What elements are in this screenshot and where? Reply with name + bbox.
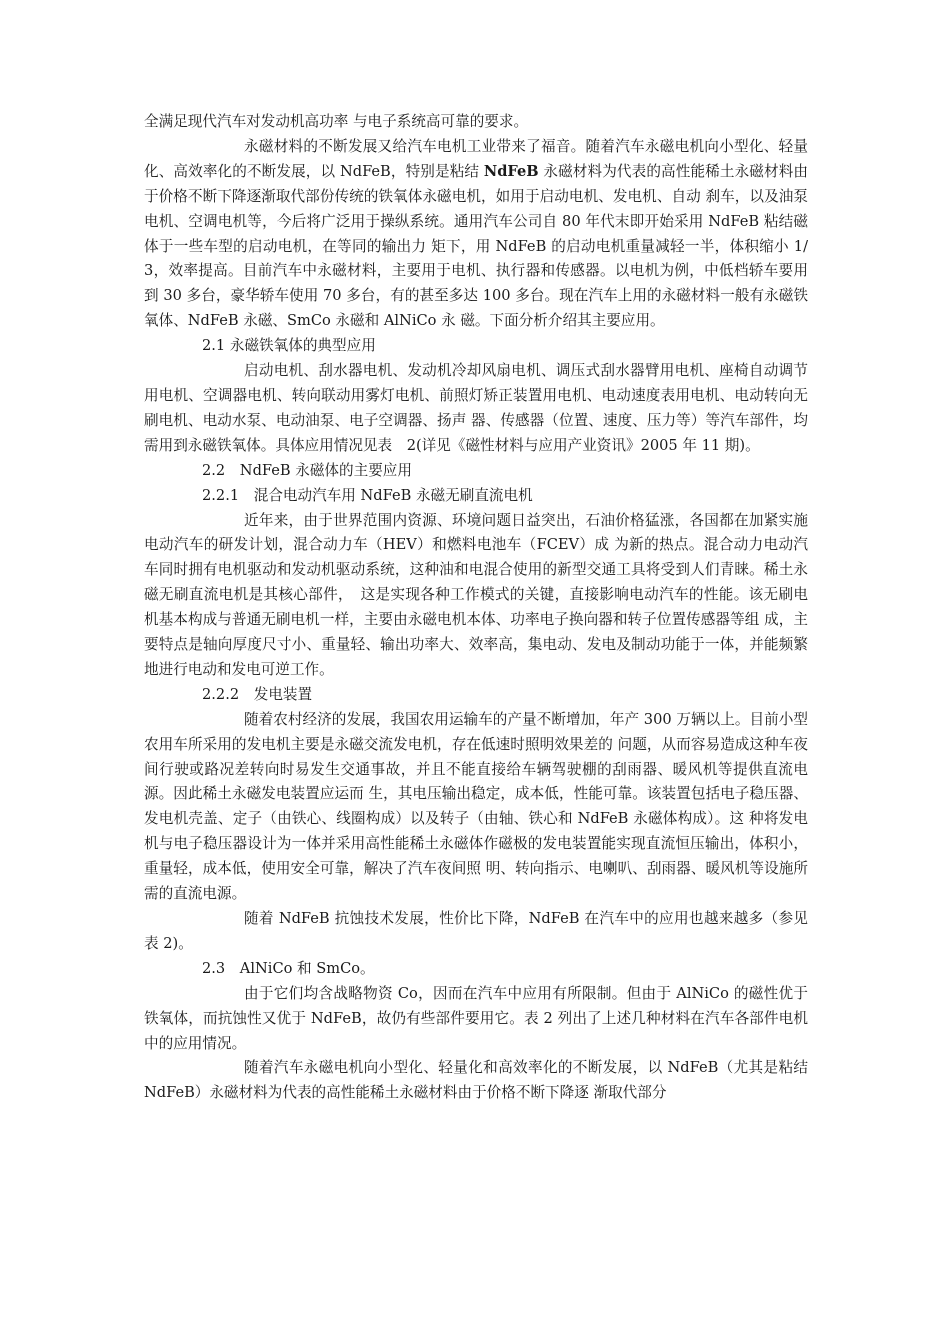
paragraph-permanent-magnet-development: [144, 135, 808, 334]
paragraph-ferrite-applications: 启动电机、刮水器电机、发动机冷却风扇电机、调压式刮水器臂用电机、座椅自动调节用电机、空调器电机、转向联动用雾灯电机、前照灯矫正装置用电机、电动速度表用电机、电动转向无刷电机、电动水泵、电动油泵、电子空调器、扬声 器、传感器（位置、速度、压力等）等汽车部件，均需用到永磁铁氧体。具体应用情况见表 2(详见《磁性材料与应用产业资讯》2005 年 11 期)。: [144, 362, 808, 454]
paragraph-text-part: 永磁材料为代表的高性能稀土永磁材料由于价格不断下降逐渐取代部份传统的铁氧体永磁电机，如用于启动电机、发电机、自动 刹车，以及油泵电机、空调电机等，今后将广泛用于操纵系统。通用汽车公司自 80 年代末即开始采用 NdFeB 粘结磁体于一些车型的启动电机，在等同的输出力 矩下，用 NdFeB 的启动电机重量减轻一半，体积缩小 1/3，效率提高。目前汽车中永磁材料，主要用于电机、执行器和传感器。以电机为例，中低档轿车要用 到 30 多台，豪华轿车使用 70 多台，有的甚至多达 100 多台。现在汽车上用的永磁材料一般有永磁铁氧体、NdFeB 永磁、SmCo 永磁和 AlNiCo 永 磁。下面分析介绍其主要应用。: [144, 162, 808, 330]
section-heading-2-2-1: 2.2.1 混合电动汽车用 NdFeB 永磁无刷直流电机: [202, 486, 533, 504]
section-heading-2-2-2: 2.2.2 发电装置: [202, 685, 313, 703]
document-body: [144, 110, 808, 1106]
section-heading-2-3: 2.3 AlNiCo 和 SmCo。: [202, 959, 375, 977]
section-heading-2-2: 2.2 NdFeB 永磁体的主要应用: [202, 461, 412, 479]
paragraph-continuation: 全满足现代汽车对发动机高功率 与电子系统高可靠的要求。: [144, 113, 529, 130]
paragraph-trend-summary: 随着汽车永磁电机向小型化、轻量化和高效率化的不断发展，以 NdFeB（尤其是粘结 NdFeB）永磁材料为代表的高性能稀土永磁材料由于价格不断下降逐 渐取代部分: [144, 1059, 808, 1102]
paragraph-text-part: 永磁材料的不断发展又给汽车电机工业带来了福音。随着汽车永磁电机向小型化、轻量化、高效率化的不断发展，以 NdFeB，特别是粘结: [144, 137, 808, 180]
section-heading-2-1: 2.1 永磁铁氧体的典型应用: [202, 337, 376, 355]
paragraph-alnico-smco: 由于它们均含战略物资 Co，因而在汽车中应用有所限制。但由于 AlNiCo 的磁性优于铁氧体，而抗蚀性又优于 NdFeB，故仍有些部件要用它。表 2 列出了上述几种材料在汽车各部件电机中的应用情况。: [144, 984, 808, 1052]
paragraph-ndfeb-corrosion: 随着 NdFeB 抗蚀技术发展，性价比下降，NdFeB 在汽车中的应用也越来越多（参见表 2)。: [144, 910, 808, 952]
paragraph-bold-term: NdFeB: [483, 162, 539, 180]
paragraph-hybrid-vehicle-motor: 近年来，由于世界范围内资源、环境问题日益突出，石油价格猛涨，各国都在加紧实施电动汽车的研发计划，混合动力车（HEV）和燃料电池车（FCEV）成 为新的热点。混合动力电动汽车同时拥有电机驱动和发动机驱动系统，这种油和电混合使用的新型交通工具将受到人们青睐。稀土永磁无刷直流电机是其核心部件， 这是实现各种工作模式的关键，直接影响电动汽车的性能。该无刷电机基本构成与普通无刷电机一样，主要由永磁电机本体、功率电子换向器和转子位置传感器等组 成，主要特点是轴向厚度尺寸小、重量轻、输出功率大、效率高，集电动、发电及制动功能于一体，并能频繁地进行电动和发电可逆工作。: [144, 511, 808, 678]
paragraph-generator-device: 随着农村经济的发展，我国农用运输车的产量不断增加，年产 300 万辆以上。目前小型农用车所采用的发电机主要是永磁交流发电机，存在低速时照明效果差的 问题，从而容易造成这种车夜间行驶或路况差转向时易发生交通事故，并且不能直接给车辆驾驶棚的刮雨器、暖风机等提供直流电源。因此稀土永磁发电装置应运而 生，其电压输出稳定，成本低，性能可靠。该装置包括电子稳压器、发电机壳盖、定子（由铁心、线圈构成）以及转子（由轴、铁心和 NdFeB 永磁体构成）。这 种将发电机与电子稳压器设计为一体并采用高性能稀土永磁体作磁极的发电装置能实现直流恒压输出，体积小，重量轻，成本低，使用安全可靠，解决了汽车夜间照 明、转向指示、电喇叭、刮雨器、暖风机等设施所需的直流电源。: [144, 710, 808, 903]
